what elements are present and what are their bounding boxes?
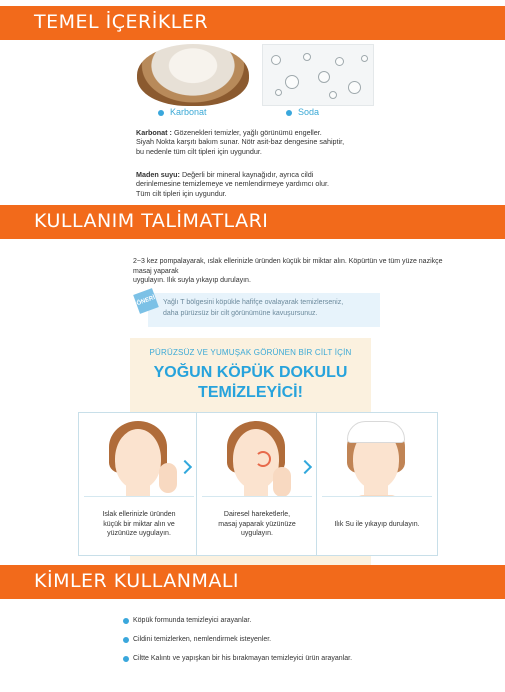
usage-text-2: uygulayın. Ilık suyla yıkayıp durulayın. [133, 277, 251, 284]
step-2-caption [202, 496, 312, 552]
water-heading: Maden suyu: [136, 170, 180, 179]
caption-line: uygulayın. [241, 530, 273, 538]
usage-instructions [133, 257, 463, 286]
carbonate-label: Karbonat [170, 107, 207, 117]
bullet-icon [286, 110, 292, 116]
carbonate-heading: Karbonat : [136, 128, 172, 137]
caption-line: yüzünüze uygulayın. [107, 530, 171, 538]
bullet-icon [158, 110, 164, 116]
section-header-who [0, 565, 505, 599]
baking-soda-bowl-image [137, 44, 249, 106]
caption-line: masaj yaparak yüzünüze [218, 520, 296, 528]
section-header-ingredients [0, 6, 505, 40]
water-text-2: derinlemesine temizlemeye ve nemlendirmeye yardımcı olur. [136, 179, 329, 189]
mineral-water-description [136, 170, 436, 198]
carbonate-description [136, 128, 436, 156]
panel-title-line-1: YOĞUN KÖPÜK DOKULU [153, 364, 348, 381]
list-item-text: Ciltte Kalıntı ve yapışkan bir his bırakmayan temizleyici ürün arayanlar. [133, 655, 353, 662]
face [115, 429, 161, 489]
section-title: KİMLER KULLANMALI [34, 570, 240, 592]
list-item-text: Köpük formunda temizleyici arayanlar. [133, 617, 252, 624]
hand [273, 467, 291, 497]
panel-title-line-2: TEMİZLEYİCİ! [198, 384, 303, 401]
section-title: KULLANIM TALİMATLARI [34, 210, 269, 232]
step-3-caption [322, 496, 432, 552]
caption-line: küçük bir miktar alın ve [103, 520, 175, 528]
list-item [133, 617, 251, 624]
soda-bubbles-image [262, 44, 374, 106]
bullet-icon [123, 656, 129, 662]
carbonate-text-2: Siyah Nokta karşıtı bakım sunar. Nötr asit-baz dengesine sahiptir, [136, 137, 345, 147]
carbonate-text-3: bu nedenle tüm cilt tipleri için uygundur. [136, 146, 262, 156]
hand [159, 463, 177, 493]
panel-subtitle: PÜRÜZSÜZ VE YUMUŞAK GÖRÜNEN BİR CİLT İÇİN [149, 348, 352, 357]
section-title: TEMEL İÇERİKLER [34, 11, 209, 33]
caption-line: Ilık Su ile yıkayıp durulayın. [334, 520, 420, 528]
list-item [133, 636, 271, 643]
water-text-1: Değerli bir mineral kaynağıdır, ayrıca cildi [181, 170, 314, 179]
usage-text-1: 2~3 kez pompalayarak, ıslak ellerinizle üründen küçük bir miktar alın. Köpürtün ve tüm yüze nazikçe masaj yaparak [133, 258, 443, 275]
list-item [133, 655, 352, 662]
hairband [347, 421, 405, 443]
tip-text [163, 297, 375, 319]
tip-line-1: Yağlı T bölgesini köpükle hafifçe ovalayarak temizlerseniz, [163, 299, 344, 306]
step-1-caption [84, 496, 194, 552]
section-header-usage [0, 205, 505, 239]
soda-label: Soda [298, 107, 320, 117]
carbonate-text-1: Gözenekleri temizler, yağlı görünümü engeller. [173, 128, 322, 137]
caption-line: Islak ellerinizle üründen [102, 511, 176, 519]
caption-line: Dairesel hareketlerle, [223, 511, 291, 519]
bullet-icon [123, 637, 129, 643]
water-text-3: Tüm cilt tipleri için uygundur. [136, 188, 227, 198]
bullet-icon [123, 618, 129, 624]
tip-badge: ÖNERİ [133, 288, 159, 314]
circular-motion-icon [255, 451, 271, 467]
list-item-text: Cildini temizlerken, nemlendirmek isteyenler. [133, 636, 272, 643]
tip-line-2: daha pürüzsüz bir cilt görünümüne kavuşursunuz. [163, 310, 318, 317]
